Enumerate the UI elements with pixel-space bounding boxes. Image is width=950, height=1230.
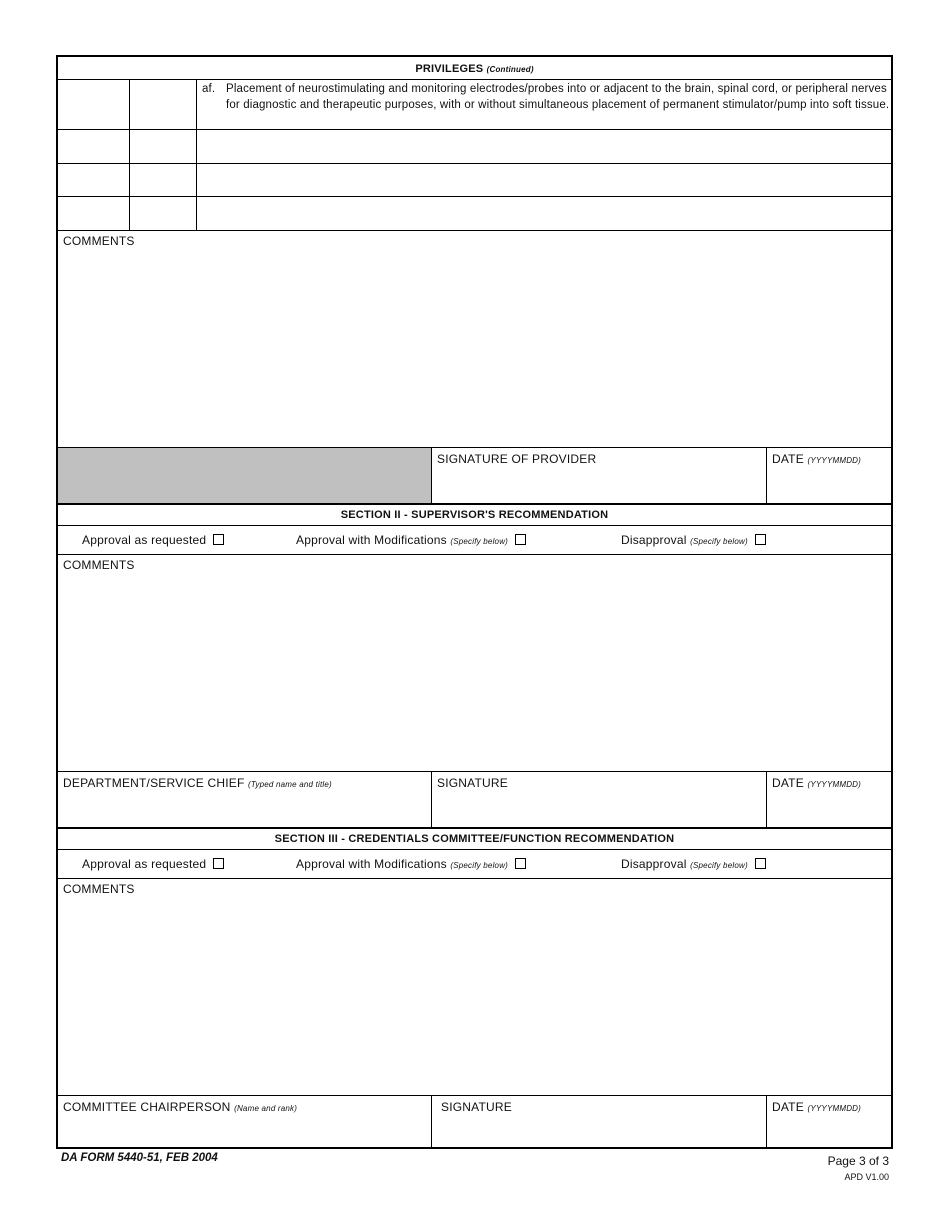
privilege-text-cell-2[interactable] xyxy=(197,130,893,162)
privilege-requested-cell-3[interactable] xyxy=(58,164,129,196)
privilege-approved-cell-2[interactable] xyxy=(130,130,196,162)
privilege-approved-cell-4[interactable] xyxy=(130,197,196,229)
section2-approval-checkbox[interactable] xyxy=(213,534,224,545)
section2-modifications-label: Approval with Modifications xyxy=(296,533,447,547)
provider-signature-field[interactable] xyxy=(432,467,765,502)
supervisor-comments-field[interactable] xyxy=(58,573,893,771)
privileges-header-title: PRIVILEGES xyxy=(415,63,484,75)
chairperson-name-field[interactable] xyxy=(58,1115,430,1148)
chief-date-title: DATE xyxy=(772,776,804,790)
chief-signature-label: SIGNATURE xyxy=(437,776,508,790)
section3-disapproval-label: Disapproval xyxy=(621,857,687,871)
chief-date-format: (YYYYMMDD) xyxy=(807,780,862,789)
privileges-header-note: (Continued) xyxy=(486,65,534,74)
provider-comments-label: COMMENTS xyxy=(63,234,135,248)
chairperson-name-label xyxy=(63,1100,297,1114)
section2-disapproval-note: (Specify below) xyxy=(690,537,748,546)
section2-modifications-checkbox[interactable] xyxy=(515,534,526,545)
privileges-header xyxy=(58,63,891,75)
supervisor-comments-label: COMMENTS xyxy=(63,558,135,572)
section2-disapproval-label: Disapproval xyxy=(621,533,687,547)
section2-approval-label: Approval as requested xyxy=(82,533,207,547)
chairperson-date-field[interactable] xyxy=(767,1115,893,1148)
section3-header: SECTION III - CREDENTIALS COMMITTEE/FUNCTION RECOMMENDATION xyxy=(274,833,675,845)
section3-modifications-checkbox[interactable] xyxy=(515,858,526,869)
chief-name-note: (Typed name and title) xyxy=(248,780,332,789)
provider-signature-label: SIGNATURE OF PROVIDER xyxy=(437,452,597,466)
provider-date-label xyxy=(772,452,861,466)
chief-date-label xyxy=(772,776,861,790)
chief-name-field[interactable] xyxy=(58,791,430,826)
chairperson-signature-field[interactable] xyxy=(432,1115,765,1148)
section3-approval-checkbox[interactable] xyxy=(213,858,224,869)
section2-approval-option xyxy=(82,533,224,547)
provider-date-title: DATE xyxy=(772,452,804,466)
provider-date-field[interactable] xyxy=(767,467,893,502)
privilege-item-code: af. xyxy=(202,83,216,95)
privilege-text-cell-4[interactable] xyxy=(197,197,893,229)
chairperson-date-format: (YYYYMMDD) xyxy=(807,1104,862,1113)
committee-comments-label: COMMENTS xyxy=(63,882,135,896)
form-identifier: DA FORM 5440-51, FEB 2004 xyxy=(61,1152,218,1164)
section3-modifications-option xyxy=(296,857,526,871)
chief-date-field[interactable] xyxy=(767,791,893,826)
privilege-requested-cell-1[interactable] xyxy=(58,80,129,129)
section3-disapproval-note: (Specify below) xyxy=(690,861,748,870)
section2-header: SECTION II - SUPERVISOR'S RECOMMENDATION xyxy=(340,509,609,521)
section2-disapproval-option xyxy=(621,533,766,547)
section3-approval-label: Approval as requested xyxy=(82,857,207,871)
provider-date-format: (YYYYMMDD) xyxy=(807,456,862,465)
chairperson-date-title: DATE xyxy=(772,1100,804,1114)
chairperson-name-note: (Name and rank) xyxy=(234,1104,298,1113)
privilege-text-cell-3[interactable] xyxy=(197,164,893,196)
chairperson-signature-label: SIGNATURE xyxy=(441,1100,512,1114)
chairperson-name-title: COMMITTEE CHAIRPERSON xyxy=(63,1100,231,1114)
form-page xyxy=(56,55,893,1149)
section2-disapproval-checkbox[interactable] xyxy=(755,534,766,545)
section3-modifications-note: (Specify below) xyxy=(450,861,509,870)
chief-signature-field[interactable] xyxy=(432,791,765,826)
chief-name-label xyxy=(63,776,332,790)
chairperson-date-label xyxy=(772,1100,861,1114)
page-number: Page 3 of 3 xyxy=(827,1154,889,1168)
privilege-item-af xyxy=(202,81,892,113)
section3-modifications-label: Approval with Modifications xyxy=(296,857,447,871)
provider-comments-field[interactable] xyxy=(58,249,893,447)
chief-name-title: DEPARTMENT/SERVICE CHIEF xyxy=(63,776,245,790)
privilege-approved-cell-3[interactable] xyxy=(130,164,196,196)
form-version: APD V1.00 xyxy=(844,1172,889,1182)
privilege-requested-cell-4[interactable] xyxy=(58,197,129,229)
section3-approval-option xyxy=(82,857,224,871)
section3-disapproval-option xyxy=(621,857,766,871)
privilege-approved-cell-1[interactable] xyxy=(130,80,196,129)
section2-modifications-note: (Specify below) xyxy=(450,537,509,546)
privilege-requested-cell-2[interactable] xyxy=(58,130,129,162)
privilege-item-text: Placement of neurostimulating and monitoring electrodes/probes into or adjacent to the brain, spinal cord, or peripheral nerves for diagnostic and therapeutic purposes, with or without simultaneous placement of permanent stimulator/pump into soft tissue. xyxy=(226,83,890,111)
shaded-block xyxy=(58,448,431,503)
committee-comments-field[interactable] xyxy=(58,897,893,1095)
section3-disapproval-checkbox[interactable] xyxy=(755,858,766,869)
section2-modifications-option xyxy=(296,533,526,547)
